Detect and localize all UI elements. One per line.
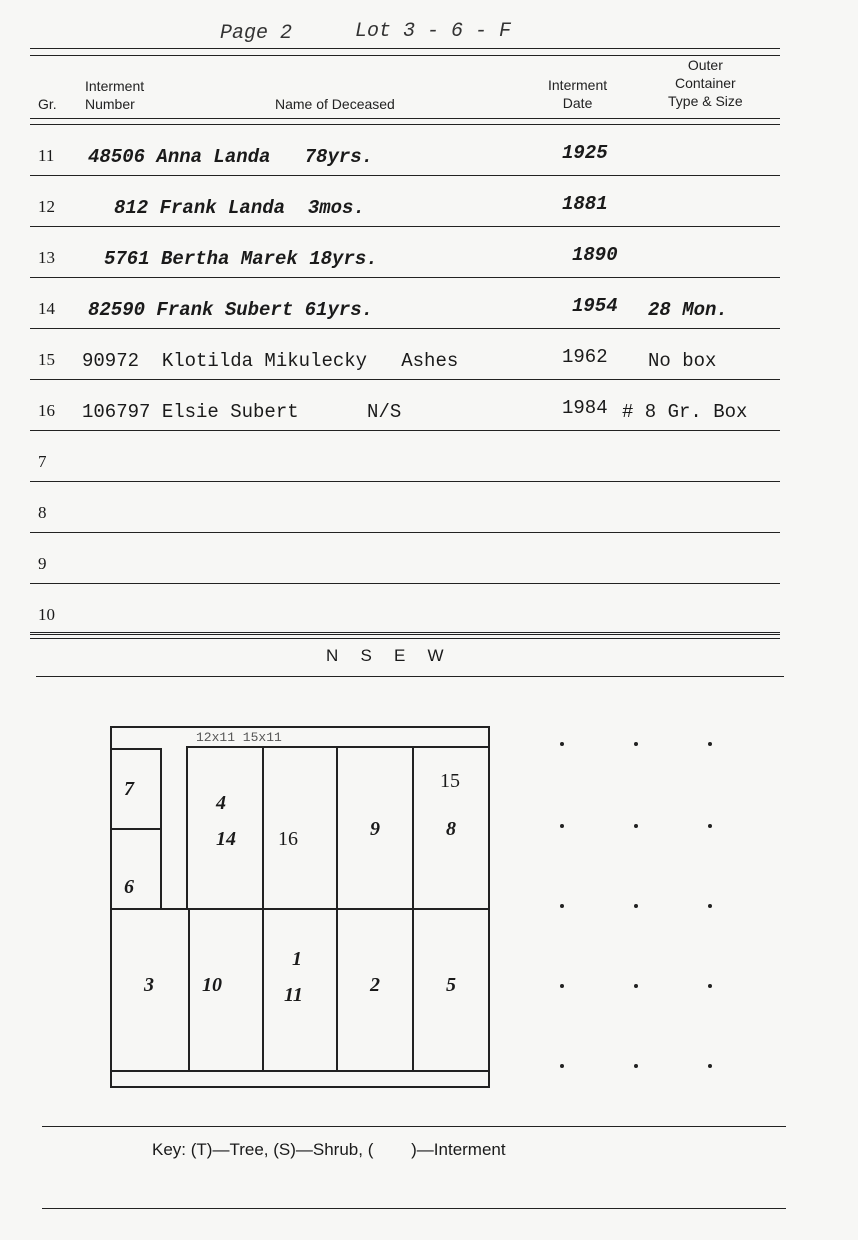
grid-dot — [708, 984, 712, 988]
grid-dot — [708, 1064, 712, 1068]
cell-2: 2 — [370, 974, 380, 996]
row-grave: 13 — [38, 248, 55, 267]
row-date: 1890 — [572, 244, 618, 266]
row-date: 1954 — [572, 295, 618, 317]
row-container: 28 Mon. — [648, 299, 728, 321]
cell-11: 11 — [284, 984, 303, 1006]
row-grave: 10 — [38, 605, 55, 624]
grid-dot — [560, 742, 564, 746]
cell-14: 14 — [216, 828, 236, 850]
row-grave: 15 — [38, 350, 55, 369]
col-interment-number: Interment Number — [85, 78, 145, 112]
grid-dot — [708, 904, 712, 908]
row-grave: 9 — [38, 554, 47, 573]
header-rule-2 — [30, 124, 780, 125]
grid-dot — [634, 984, 638, 988]
cell-15: 15 — [440, 770, 460, 792]
row-grave: 8 — [38, 503, 47, 522]
row-entry: 90972 Klotilda Mikulecky Ashes — [82, 350, 459, 372]
header-rule-1 — [30, 118, 780, 119]
row-grave: 11 — [38, 146, 55, 165]
cell-3: 3 — [144, 974, 154, 996]
row-date: 1984 — [562, 397, 608, 419]
plot-top-label: 12x11 15x11 — [196, 730, 282, 745]
table-bottom-rule-2 — [30, 638, 780, 639]
row-container: No box — [648, 350, 717, 372]
row-entry: 48506 Anna Landa 78yrs. — [88, 146, 374, 168]
lot-label: Lot 3 - 6 - F — [355, 20, 512, 43]
row-container: # 8 Gr. Box — [622, 401, 748, 423]
row-grave: 16 — [38, 401, 55, 420]
row-grave: 7 — [38, 452, 47, 471]
row-date: 1962 — [562, 346, 608, 368]
cell-6: 6 — [124, 876, 134, 898]
col-gr: Gr. — [38, 96, 57, 112]
cell-1: 1 — [292, 948, 302, 970]
grid-dot — [708, 824, 712, 828]
row-entry: 5761 Bertha Marek 18yrs. — [104, 248, 378, 270]
col-name: Name of Deceased — [275, 96, 395, 112]
row-grave: 12 — [38, 197, 55, 216]
cell-7: 7 — [124, 778, 134, 800]
page-label: Page 2 — [220, 22, 293, 45]
grid-dot — [634, 742, 638, 746]
key-top-rule — [42, 1126, 786, 1127]
table-bottom-rule-1 — [30, 632, 780, 633]
grid-dot — [634, 824, 638, 828]
cell-9: 9 — [370, 818, 380, 840]
row-entry: 82590 Frank Subert 61yrs. — [88, 299, 374, 321]
top-rule-1 — [30, 48, 780, 49]
grid-dot — [560, 1064, 564, 1068]
row-date: 1925 — [562, 142, 608, 164]
row-entry: 106797 Elsie Subert N/S — [82, 401, 402, 423]
col-date: Interment Date — [548, 77, 608, 111]
grid-dot — [634, 1064, 638, 1068]
row-grave: 14 — [38, 299, 55, 318]
row-date: 1881 — [562, 193, 608, 215]
grid-dot — [634, 904, 638, 908]
grid-dot — [560, 904, 564, 908]
col-container: Outer Container Type & Size — [668, 57, 743, 109]
cell-4: 4 — [216, 792, 226, 814]
directions-label: N S E W — [326, 646, 446, 665]
grid-dot — [560, 824, 564, 828]
cell-8: 8 — [446, 818, 456, 840]
grid-dot — [708, 742, 712, 746]
row-entry: 812 Frank Landa 3mos. — [114, 197, 365, 219]
cell-16: 16 — [278, 828, 298, 850]
key-legend: Key: (T)—Tree, (S)—Shrub, ( )—Interment — [152, 1140, 506, 1159]
directions-rule — [36, 676, 784, 677]
grid-dot — [560, 984, 564, 988]
cell-10: 10 — [202, 974, 222, 996]
key-bottom-rule — [42, 1208, 786, 1209]
cell-5: 5 — [446, 974, 456, 996]
